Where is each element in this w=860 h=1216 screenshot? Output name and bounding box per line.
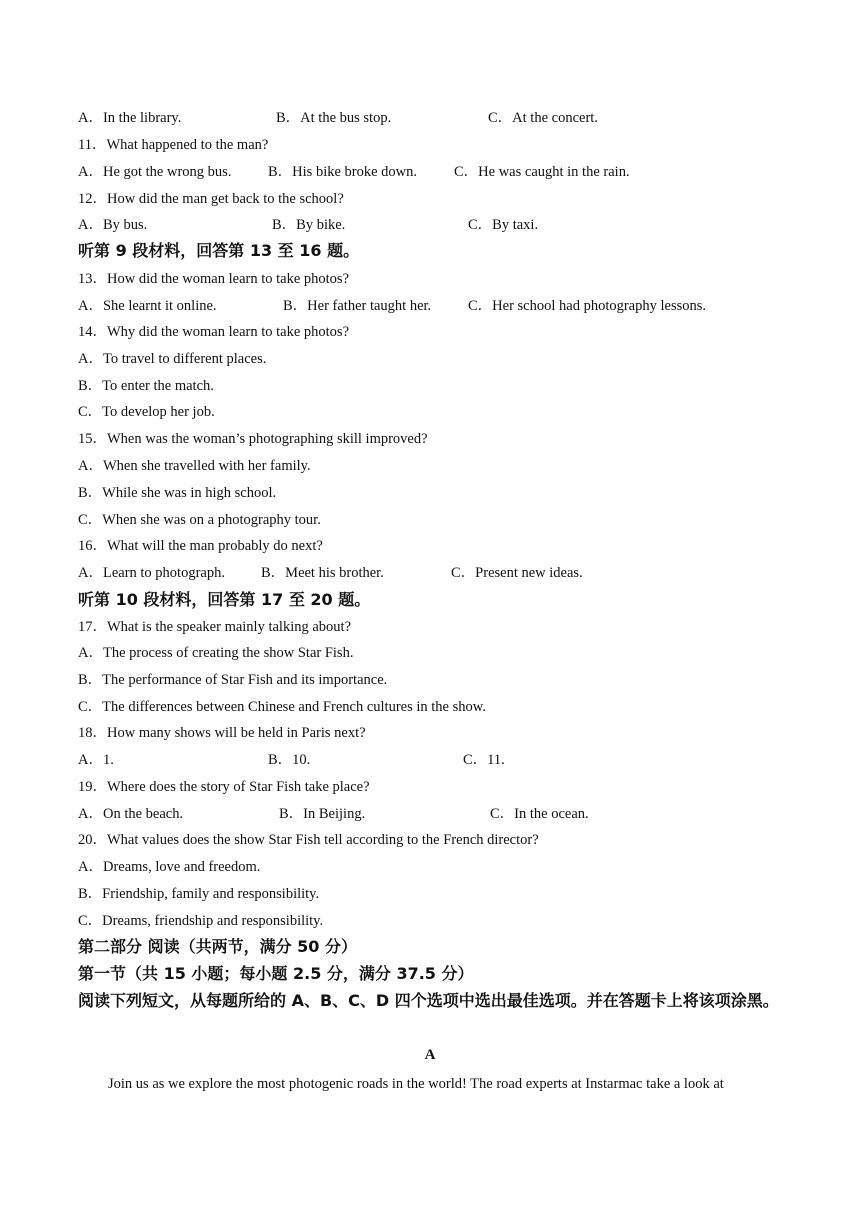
q11-options [0,161,860,183]
question-text: 17．What is the speaker mainly talking about? [78,619,352,635]
question-text: 13．How did the woman learn to take photos? [78,271,350,287]
option-a: A．To travel to different places. [78,351,267,367]
question-text: 19．Where does the story of Star Fish take place? [78,779,370,795]
question-11 [0,134,860,156]
option-c: C．The differences between Chinese and French cultures in the show. [78,699,486,715]
option-a: A．1. [78,752,114,768]
q17-option-a [0,642,860,664]
q20-option-a [0,856,860,878]
q18-options [0,749,860,771]
option-b: B．Meet his brother. [261,565,384,581]
option-c: C．At the concert. [488,110,598,126]
option-a: A．In the library. [78,110,182,126]
q19-options [0,803,860,825]
q14-option-c [0,401,860,423]
option-c: C．Present new ideas. [451,565,583,581]
option-c: C．In the ocean. [490,806,589,822]
option-b: B．To enter the match. [78,378,214,394]
q16-options [0,562,860,584]
question-13 [0,268,860,290]
q20-option-b [0,883,860,905]
passage-label: A [424,1047,436,1063]
q12-options [0,214,860,236]
question-text: 12．How did the man get back to the school? [78,191,344,207]
question-text: 11．What happened to the man? [78,137,269,153]
section-heading-9: 听第 9 段材料，回答第 13 至 16 题。 [78,241,360,260]
option-a: A．Learn to photograph. [78,565,225,581]
option-a: A．He got the wrong bus. [78,164,232,180]
q15-option-a [0,455,860,477]
option-a: A．On the beach. [78,806,184,822]
question-12 [0,188,860,210]
option-b: B．In Beijing. [279,806,366,822]
option-c: C．When she was on a photography tour. [78,512,321,528]
question-19 [0,776,860,798]
option-b: B．10. [268,752,311,768]
question-15 [0,428,860,450]
option-b: B．While she was in high school. [78,485,277,501]
option-a: A．She learnt it online. [78,298,217,314]
option-c: C．Dreams, friendship and responsibility. [78,913,324,929]
question-14 [0,321,860,343]
option-c: C．To develop her job. [78,404,215,420]
question-text: 15．When was the woman’s photographing skill improved? [78,431,428,447]
question-16 [0,535,860,557]
option-c: C．He was caught in the rain. [454,164,630,180]
section-heading-10: 听第 10 段材料，回答第 17 至 20 题。 [78,590,371,609]
q13-options [0,295,860,317]
question-17 [0,616,860,638]
option-b: B．By bike. [272,217,346,233]
question-20 [0,829,860,851]
option-a: A．The process of creating the show Star Fish. [78,645,354,661]
question-text: 18．How many shows will be held in Paris next? [78,725,366,741]
option-a: A．When she travelled with her family. [78,458,311,474]
option-a: A．By bus. [78,217,148,233]
question-text: 20．What values does the show Star Fish tell according to the French director? [78,832,539,848]
q14-option-b [0,375,860,397]
option-b: B．At the bus stop. [276,110,392,126]
option-c: C．By taxi. [468,217,539,233]
q20-option-c [0,910,860,932]
q17-option-c [0,696,860,718]
section-one-heading: 第一节（共 15 小题；每小题 2.5 分，满分 37.5 分） [78,964,474,983]
option-b: B．The performance of Star Fish and its importance. [78,672,388,688]
passage-text: Join us as we explore the most photogenic roads in the world! The road experts at Instarmac take a look at [108,1076,724,1092]
option-c: C．11. [463,752,505,768]
question-18 [0,722,860,744]
part-two-heading: 第二部分 阅读（共两节，满分 50 分） [78,937,357,956]
question-text: 16．What will the man probably do next? [78,538,323,554]
option-c: C．Her school had photography lessons. [468,298,707,314]
reading-instruction: 阅读下列短文，从每题所给的 A、B、C、D 四个选项中选出最佳选项。并在答题卡上将该项涂黑。 [78,991,779,1010]
passage-text-line [0,1073,860,1095]
option-b: B．Her father taught her. [283,298,432,314]
question-text: 14．Why did the woman learn to take photos? [78,324,350,340]
option-a: A．Dreams, love and freedom. [78,859,261,875]
q10-options [0,107,860,129]
q14-option-a [0,348,860,370]
q15-option-b [0,482,860,504]
q17-option-b [0,669,860,691]
option-b: B．His bike broke down. [268,164,418,180]
q15-option-c [0,509,860,531]
option-b: B．Friendship, family and responsibility. [78,886,320,902]
